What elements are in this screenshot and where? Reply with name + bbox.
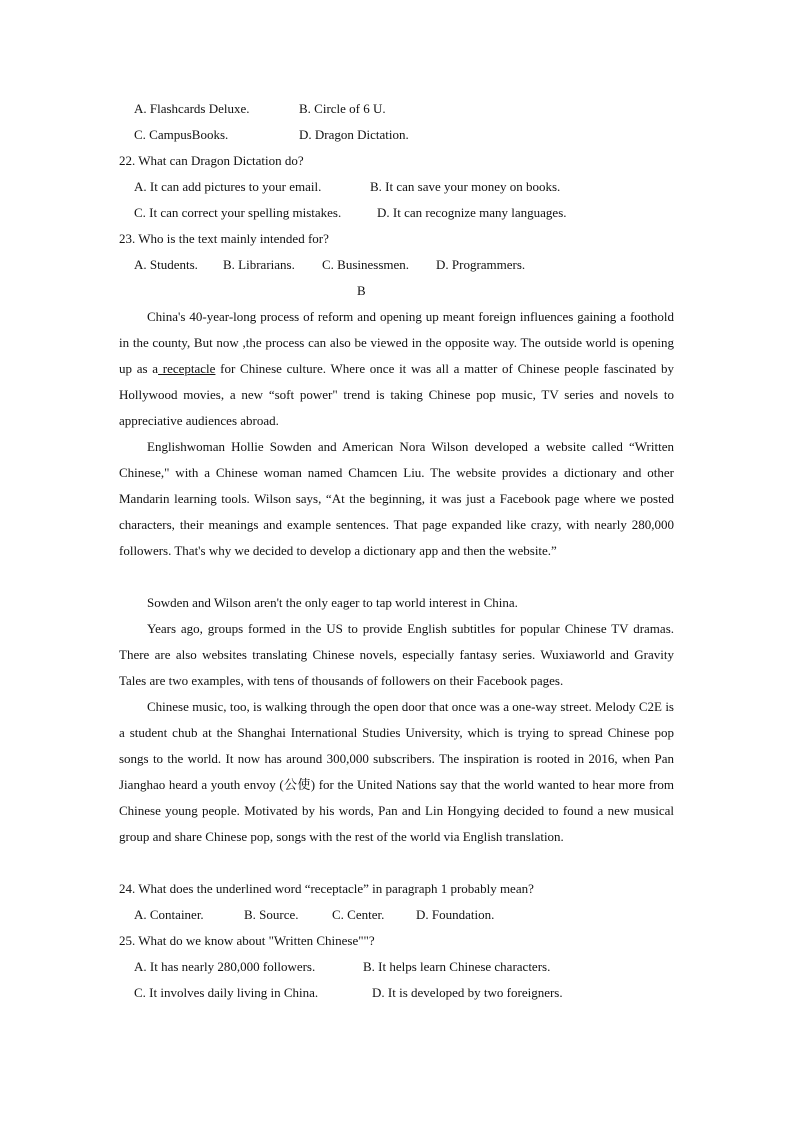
q25-option-b: B. It helps learn Chinese characters. xyxy=(363,959,551,974)
q22-option-d: D. It can recognize many languages. xyxy=(377,205,567,220)
q25-option-a: A. It has nearly 280,000 followers. xyxy=(134,959,316,974)
q23-stem: 23. Who is the text mainly intended for? xyxy=(119,231,329,246)
q22-option-a: A. It can add pictures to your email. xyxy=(134,179,322,194)
q21-option-b: B. Circle of 6 U. xyxy=(299,101,386,116)
paragraph-1-text-start: China's 40-year-long process of reform and opening up meant foreign influences gaining a foothold in the county, But now ,the process can also be viewed in the opposite way. The outside world is opening up as a xyxy=(119,309,674,376)
q23-option-a: A. Students. xyxy=(134,257,198,272)
section-heading-b: B xyxy=(357,283,366,298)
q21-option-c: C. CampusBooks. xyxy=(134,127,229,142)
q23-option-b: B. Librarians. xyxy=(223,257,295,272)
q24-option-c: C. Center. xyxy=(332,907,385,922)
q25-option-c: C. It involves daily living in China. xyxy=(134,985,319,1000)
q22-stem: 22. What can Dragon Dictation do? xyxy=(119,153,304,168)
q24-stem: 24. What does the underlined word “receptacle” in paragraph 1 probably mean? xyxy=(119,881,534,896)
passage-paragraph-3: Sowden and Wilson aren't the only eager to tap world interest in China. xyxy=(147,595,518,610)
passage-paragraph-5: Chinese music, too, is walking through the open door that once was a one-way street. Melody C2E is a student chub at the Shanghai International Studies University, which is trying to spread Chinese pop songs to the world. It now has around 300,000 subscribers. The inspiration is rooted in 2016, when Pan Jianghao heard a youth envoy (公使) for the United Nations say that the world wanted to hear more from Chinese young people. Motivated by his words, Pan and Lin Hongying decided to found a new musical group and share Chinese pop, songs with the rest of the world via English translation. xyxy=(119,699,674,844)
passage-paragraph-1 xyxy=(119,304,674,434)
q24-option-a: A. Container. xyxy=(134,907,204,922)
q23-option-c: C. Businessmen. xyxy=(322,257,410,272)
passage-paragraph-4: Years ago, groups formed in the US to provide English subtitles for popular Chinese TV dramas. There are also websites translating Chinese novels, especially fantasy series. Wuxiaworld and Gravity Tales are two examples, with tens of thousands of followers on their Facebook pages. xyxy=(119,621,674,688)
q25-stem: 25. What do we know about "Written Chinese""? xyxy=(119,933,375,948)
q21-option-d: D. Dragon Dictation. xyxy=(299,127,409,142)
q23-option-d: D. Programmers. xyxy=(436,257,526,272)
q22-option-b: B. It can save your money on books. xyxy=(370,179,561,194)
underlined-word-receptacle: receptacle xyxy=(158,361,216,376)
q21-option-a: A. Flashcards Deluxe. xyxy=(134,101,250,116)
q22-option-c: C. It can correct your spelling mistakes. xyxy=(134,205,342,220)
q25-option-d: D. It is developed by two foreigners. xyxy=(372,985,563,1000)
q24-option-d: D. Foundation. xyxy=(416,907,495,922)
q24-option-b: B. Source. xyxy=(244,907,299,922)
passage-paragraph-2: Englishwoman Hollie Sowden and American Nora Wilson developed a website called “Written Chinese," with a Chinese woman named Chamcen Liu. The website provides a dictionary and other Mandarin learning tools. Wilson says, “At the beginning, it was just a Facebook page where we posted characters, their meanings and example sentences. That page expanded like crazy, with nearly 280,000 followers. That's why we decided to develop a dictionary app and then the website.” xyxy=(119,439,674,558)
paragraph-1-text-end: for Chinese culture. Where once it was all a matter of Chinese people fascinated by Hollywood movies, a new “soft power" trend is taking Chinese pop music, TV series and novels to appreciative audiences abroad. xyxy=(119,361,674,428)
